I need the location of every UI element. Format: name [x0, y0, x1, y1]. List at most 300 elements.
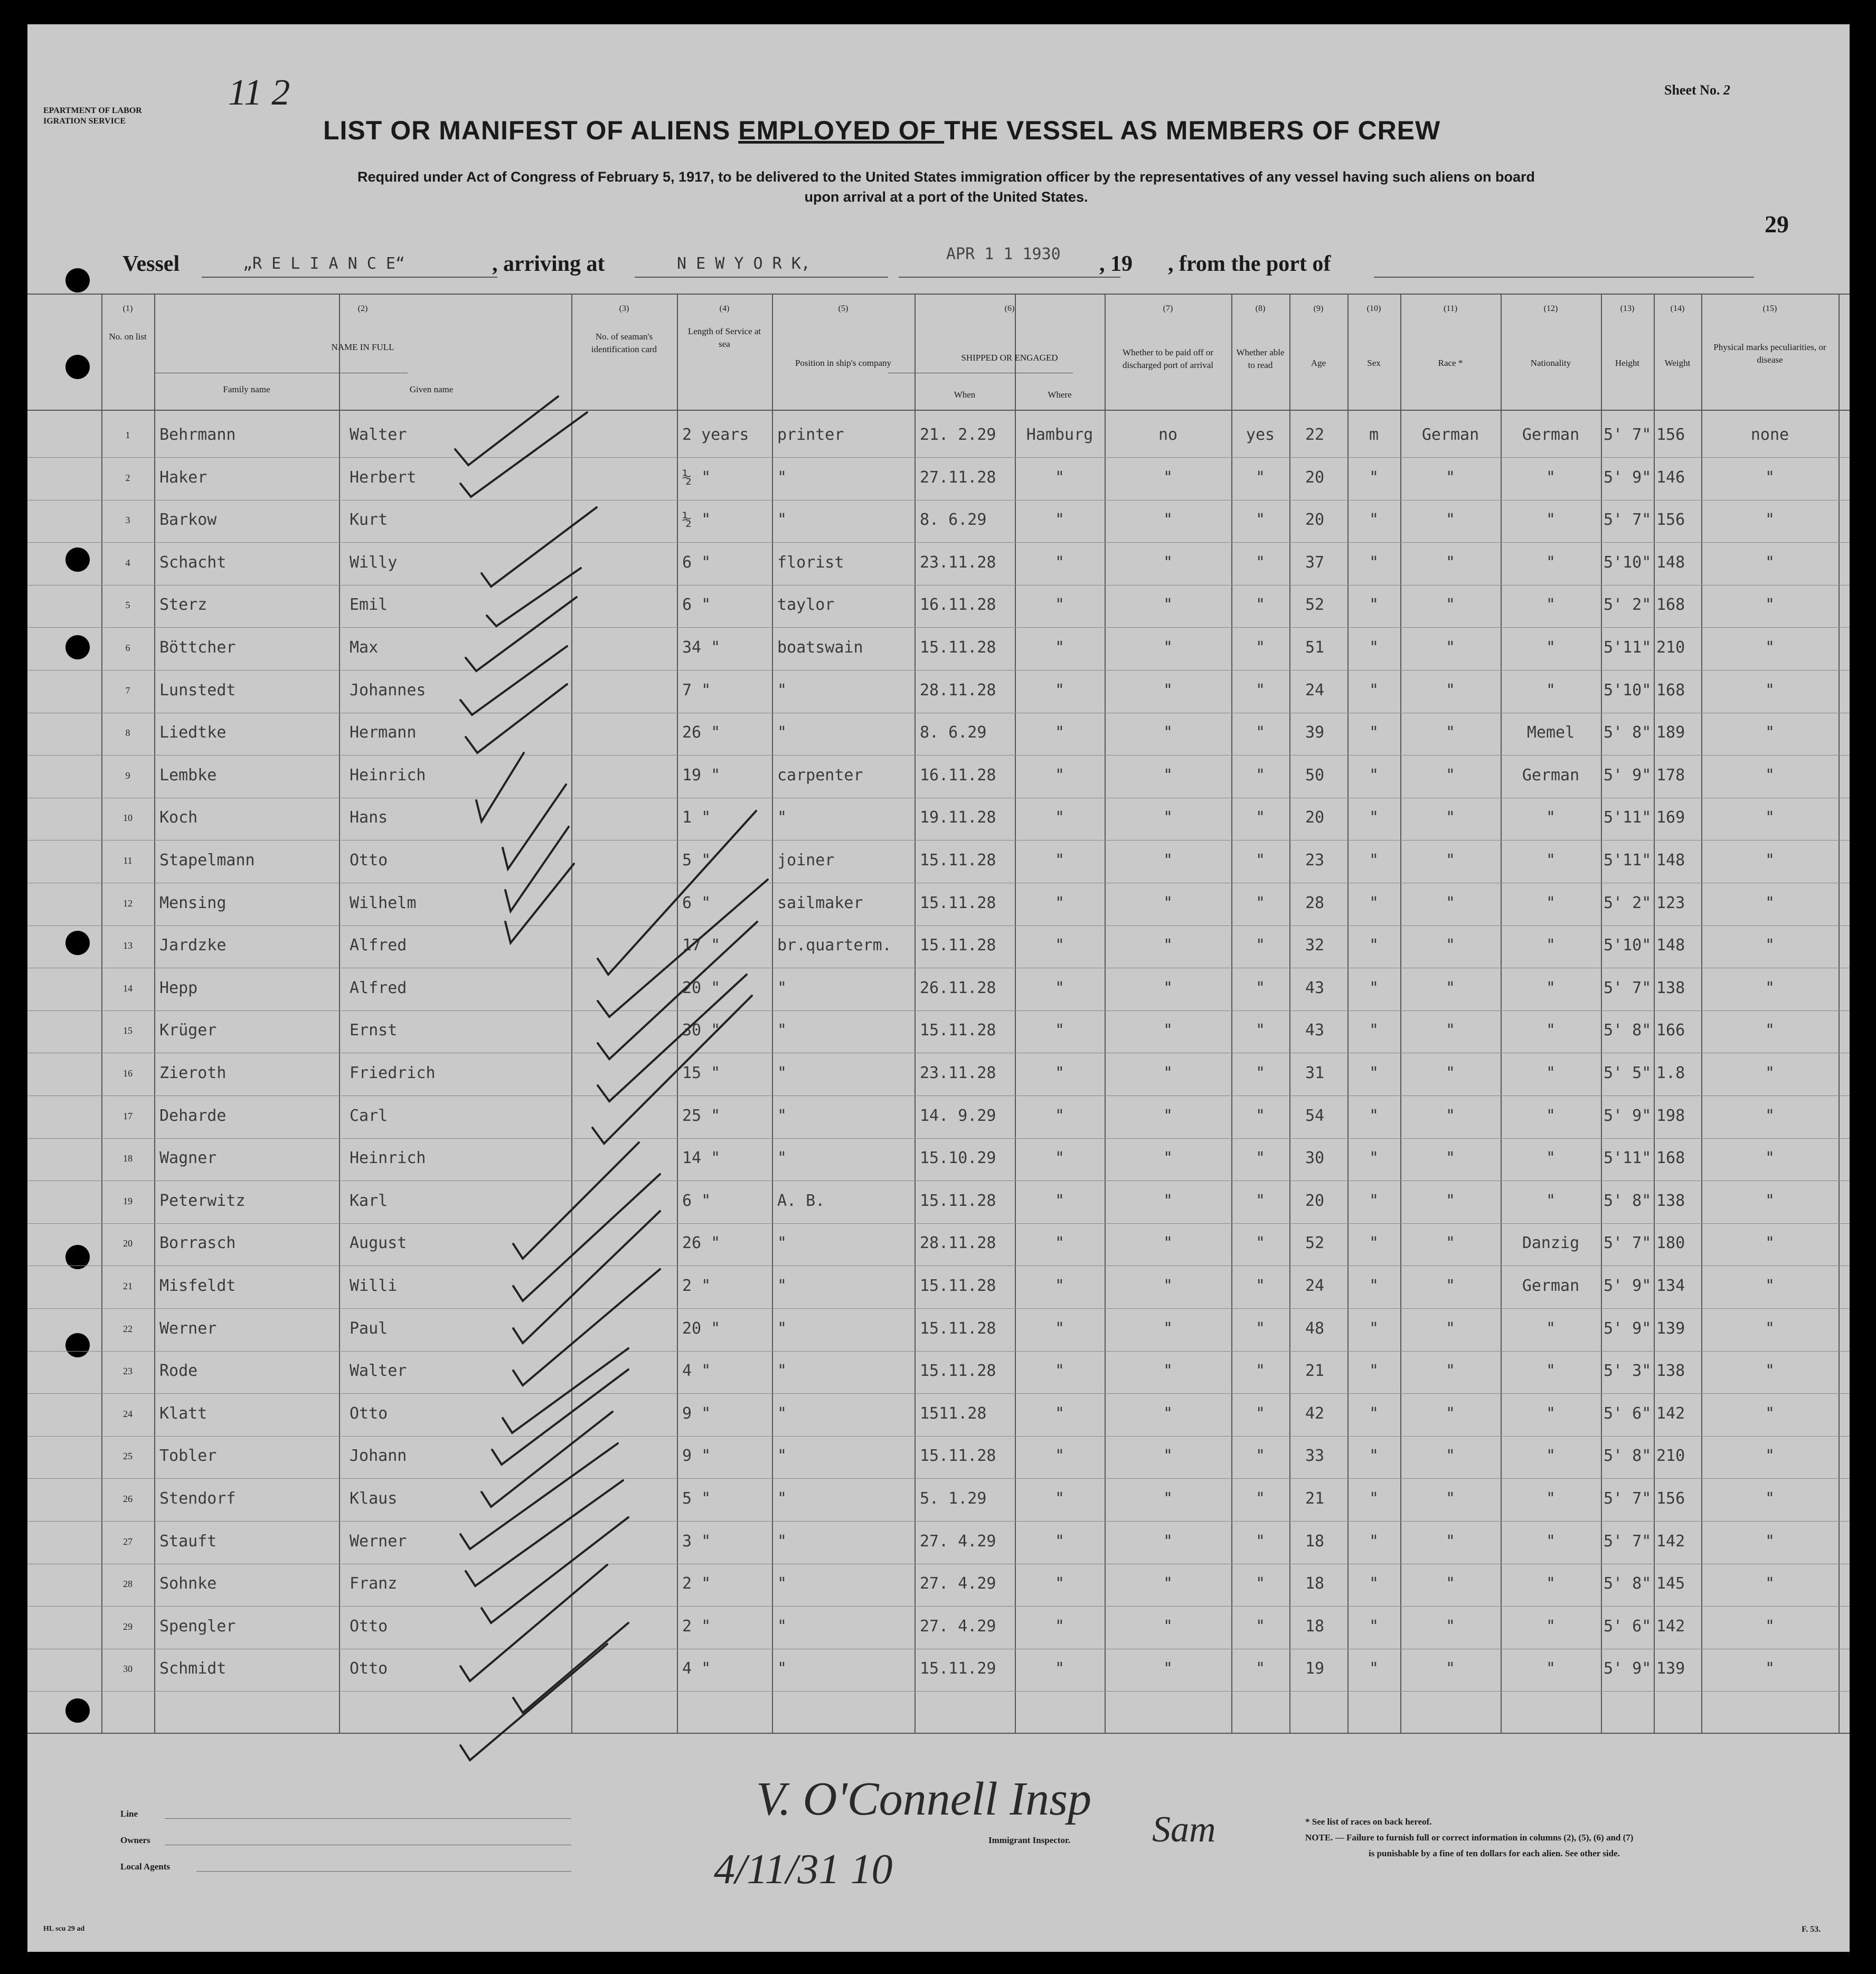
cell-when: 16.11.28: [920, 766, 996, 785]
cell-read: ": [1255, 1574, 1266, 1593]
cell-paid: ": [1163, 1659, 1173, 1678]
cell-height: 5' 9": [1604, 1277, 1652, 1295]
row-number: 17: [123, 1110, 133, 1121]
cell-marks: none: [1750, 426, 1789, 444]
cell-family: Barkow: [159, 511, 217, 530]
cell-race: ": [1445, 893, 1456, 912]
subtitle-line: upon arrival at a port of the United States.: [804, 189, 1088, 205]
cell-sex: ": [1369, 596, 1379, 615]
cell-read: ": [1255, 851, 1266, 870]
cell-nationality: ": [1545, 1149, 1556, 1168]
cell-family: Schacht: [159, 553, 227, 572]
cell-read: ": [1255, 1149, 1266, 1168]
cell-race: ": [1445, 1404, 1456, 1423]
cell-age: 43: [1305, 1021, 1325, 1040]
date-stamp: APR 1 1 1930: [946, 245, 1061, 263]
inspector-signature: V. O'Connell Insp: [756, 1773, 1092, 1825]
cell-weight: 142: [1656, 1617, 1685, 1636]
cell-nationality: German: [1522, 1277, 1580, 1295]
cell-service: 15 ": [682, 1064, 721, 1082]
cell-race: ": [1445, 681, 1456, 700]
cell-weight: 156: [1656, 511, 1685, 530]
cell-sex: ": [1369, 936, 1379, 955]
cell-marks: ": [1765, 1106, 1775, 1125]
cell-race: ": [1445, 1319, 1456, 1338]
cell-height: 5' 7": [1604, 1532, 1652, 1551]
cell-position: ": [777, 468, 787, 487]
column-header-nationality: Nationality: [1530, 358, 1571, 368]
cell-age: 51: [1305, 638, 1325, 657]
cell-sex: ": [1369, 1659, 1379, 1678]
cell-given: August: [350, 1234, 407, 1253]
cell-given: Ernst: [350, 1021, 398, 1040]
cell-when: 27. 4.29: [920, 1617, 996, 1636]
cell-paid: ": [1163, 511, 1173, 530]
cell-read: ": [1255, 1234, 1266, 1253]
cell-where: ": [1054, 936, 1065, 955]
cell-read: ": [1255, 1447, 1266, 1466]
cell-age: 20: [1305, 808, 1325, 827]
cell-when: 14. 9.29: [920, 1106, 996, 1125]
cell-given: Friedrich: [350, 1064, 436, 1082]
cell-family: Wagner: [159, 1149, 217, 1168]
column-header-height: Height: [1615, 358, 1640, 368]
row-number: 5: [125, 600, 130, 611]
cell-weight: 210: [1656, 638, 1685, 657]
cell-paid: ": [1163, 1191, 1173, 1210]
column-header-physical-marks: Physical marks peculiarities, or disease: [1713, 342, 1826, 365]
cell-family: Misfeldt: [159, 1277, 236, 1295]
cell-family: Sohnke: [159, 1574, 217, 1593]
cell-age: 48: [1305, 1319, 1325, 1338]
cell-height: 5'11": [1604, 638, 1652, 657]
cell-marks: ": [1765, 638, 1775, 657]
cell-weight: 198: [1656, 1106, 1685, 1125]
row-number: 2: [125, 472, 130, 483]
cell-nationality: ": [1545, 893, 1556, 912]
cell-family: Klatt: [159, 1404, 208, 1423]
note-heading: NOTE.: [1305, 1833, 1333, 1843]
cell-nationality: ": [1545, 851, 1556, 870]
sheet-value: 2: [1723, 82, 1730, 98]
cell-paid: ": [1163, 978, 1173, 997]
cell-marks: ": [1765, 723, 1775, 742]
cell-position: sailmaker: [777, 893, 863, 912]
cell-when: 23.11.28: [920, 1064, 996, 1082]
cell-weight: 139: [1656, 1659, 1685, 1678]
row-number: 21: [123, 1281, 133, 1291]
cell-race: ": [1445, 1106, 1456, 1125]
cell-age: 28: [1305, 893, 1325, 912]
column-header-name: NAME IN FULL: [331, 342, 394, 352]
cell-given: Klaus: [350, 1489, 398, 1508]
cell-where: ": [1054, 1404, 1065, 1423]
column-number: (5): [838, 304, 849, 313]
cell-height: 5' 7": [1604, 511, 1652, 530]
cell-sex: ": [1369, 766, 1379, 785]
cell-position: ": [777, 1404, 787, 1423]
cell-nationality: ": [1545, 808, 1556, 827]
cell-when: 27. 4.29: [920, 1532, 996, 1551]
column-number: (12): [1543, 304, 1558, 313]
cell-given: Willy: [350, 553, 398, 572]
arriving-label: , arriving at: [492, 252, 605, 276]
column-header-id-card: No. of seaman's identification card: [591, 332, 657, 354]
cell-given: Walter: [350, 426, 407, 444]
footer-underline: [196, 1871, 571, 1872]
cell-where: ": [1054, 893, 1065, 912]
cell-height: 5'10": [1604, 681, 1652, 700]
cell-given: Karl: [350, 1191, 388, 1210]
cell-read: ": [1255, 936, 1266, 955]
cell-when: 15.11.28: [920, 1277, 996, 1295]
sheet-label: Sheet No.: [1664, 82, 1720, 98]
cell-paid: ": [1163, 1064, 1173, 1082]
cell-age: 20: [1305, 1191, 1325, 1210]
cell-read: ": [1255, 723, 1266, 742]
footer-note: * See list of races on back hereof.: [1305, 1817, 1432, 1827]
cell-service: 34 ": [682, 638, 721, 657]
cell-position: ": [777, 1277, 787, 1295]
cell-when: 8. 6.29: [920, 723, 987, 742]
row-number: 16: [123, 1068, 133, 1079]
cell-family: Lunstedt: [159, 681, 236, 700]
row-number: 8: [125, 728, 130, 739]
row-number: 4: [125, 557, 130, 568]
cell-service: 30 ": [682, 1021, 721, 1040]
cell-age: 54: [1305, 1106, 1325, 1125]
form-number: F. 53.: [1802, 1925, 1821, 1934]
cell-service: 20 ": [682, 1319, 721, 1338]
cell-paid: ": [1163, 1362, 1173, 1381]
cell-family: Peterwitz: [159, 1191, 246, 1210]
cell-read: ": [1255, 1319, 1266, 1338]
row-number: 3: [125, 515, 130, 526]
cell-where: ": [1054, 1234, 1065, 1253]
cell-race: ": [1445, 1532, 1456, 1551]
row-number: 22: [123, 1323, 133, 1334]
cell-where: ": [1054, 1106, 1065, 1125]
column-header-given-name: Given name: [409, 384, 454, 394]
footer-note: [1305, 1833, 1633, 1843]
column-header-service: Length of Service at sea: [687, 326, 761, 349]
cell-given: Johann: [350, 1447, 407, 1466]
cell-paid: ": [1163, 596, 1173, 615]
cell-given: Herbert: [350, 468, 417, 487]
cell-race: ": [1445, 808, 1456, 827]
cell-paid: ": [1163, 1574, 1173, 1593]
cell-sex: ": [1369, 1362, 1379, 1381]
cell-where: ": [1054, 681, 1065, 700]
cell-position: ": [777, 1447, 787, 1466]
cell-nationality: ": [1545, 1362, 1556, 1381]
cell-family: Behrmann: [159, 426, 236, 444]
cell-weight: 168: [1656, 681, 1685, 700]
cell-age: 22: [1305, 426, 1325, 444]
cell-height: 5' 2": [1604, 893, 1652, 912]
cell-when: 1511.28: [920, 1404, 987, 1423]
cell-position: joiner: [777, 851, 835, 870]
cell-nationality: ": [1545, 1021, 1556, 1040]
footer-underline: [165, 1818, 571, 1819]
cell-age: 39: [1305, 723, 1325, 742]
cell-race: ": [1445, 723, 1456, 742]
cell-nationality: ": [1545, 1532, 1556, 1551]
cell-height: 5' 7": [1604, 1234, 1652, 1253]
cell-race: ": [1445, 468, 1456, 487]
column-header-sex: Sex: [1367, 358, 1381, 368]
cell-when: 28.11.28: [920, 1234, 996, 1253]
cell-height: 5' 9": [1604, 1659, 1652, 1678]
cell-race: ": [1445, 1234, 1456, 1253]
cell-service: 6 ": [682, 596, 711, 615]
cell-paid: ": [1163, 1149, 1173, 1168]
row-number: 26: [123, 1494, 133, 1504]
column-header-shipped: SHIPPED OR ENGAGED: [961, 353, 1058, 363]
cell-weight: 168: [1656, 1149, 1685, 1168]
column-header-where: Where: [1048, 390, 1072, 400]
cell-service: 19 ": [682, 766, 721, 785]
cell-read: ": [1255, 553, 1266, 572]
agency-line: EPARTMENT OF LABOR: [43, 106, 142, 115]
cell-family: Spengler: [159, 1617, 236, 1636]
cell-given: Otto: [350, 1617, 388, 1636]
cell-position: ": [777, 1574, 787, 1593]
manifest-sheet: [27, 24, 1850, 1952]
cell-marks: ": [1765, 1064, 1775, 1082]
cell-when: 16.11.28: [920, 596, 996, 615]
cell-where: ": [1054, 978, 1065, 997]
cell-age: 24: [1305, 1277, 1325, 1295]
row-number: 12: [123, 898, 133, 909]
cell-position: ": [777, 1532, 787, 1551]
cell-age: 33: [1305, 1447, 1325, 1466]
cell-weight: 123: [1656, 893, 1685, 912]
column-number: (6): [1004, 304, 1015, 313]
cell-height: 5'11": [1604, 851, 1652, 870]
row-number: 29: [123, 1621, 133, 1632]
cell-position: ": [777, 1149, 787, 1168]
cell-height: 5' 9": [1604, 468, 1652, 487]
cell-weight: 142: [1656, 1404, 1685, 1423]
handwritten-check-marks: [27, 24, 1850, 1952]
cell-read: ": [1255, 766, 1266, 785]
cell-given: Carl: [350, 1106, 388, 1125]
cell-nationality: Memel: [1526, 723, 1575, 742]
cell-given: Willi: [350, 1277, 398, 1295]
cell-position: A. B.: [777, 1191, 825, 1210]
column-header-position: Position in ship's company: [795, 358, 892, 368]
cell-weight: 180: [1656, 1234, 1685, 1253]
column-header-read: Whether able to read: [1236, 347, 1285, 370]
cell-read: ": [1255, 1064, 1266, 1082]
cell-age: 18: [1305, 1574, 1325, 1593]
row-number: 10: [123, 813, 133, 824]
cell-paid: no: [1158, 426, 1178, 444]
cell-paid: ": [1163, 1489, 1173, 1508]
cell-marks: ": [1765, 1659, 1775, 1678]
cell-read: ": [1255, 1532, 1266, 1551]
cell-race: ": [1445, 1489, 1456, 1508]
agency-line: IGRATION SERVICE: [43, 117, 126, 126]
cell-service: 2 ": [682, 1277, 711, 1295]
cell-sex: ": [1369, 1532, 1379, 1551]
cell-sex: ": [1369, 638, 1379, 657]
cell-nationality: ": [1545, 596, 1556, 615]
cell-nationality: ": [1545, 1319, 1556, 1338]
cell-marks: ": [1765, 553, 1775, 572]
cell-where: ": [1054, 1659, 1065, 1678]
cell-nationality: ": [1545, 553, 1556, 572]
cell-marks: ": [1765, 1574, 1775, 1593]
cell-sex: m: [1369, 426, 1379, 444]
cell-service: 2 years: [682, 426, 749, 444]
cell-age: 18: [1305, 1617, 1325, 1636]
cell-paid: ": [1163, 1617, 1173, 1636]
cell-age: 52: [1305, 596, 1325, 615]
from-label: , from the port of: [1168, 252, 1331, 276]
cell-sex: ": [1369, 1021, 1379, 1040]
row-number: 18: [123, 1153, 133, 1164]
cell-service: 5 ": [682, 1489, 711, 1508]
cell-family: Rode: [159, 1362, 198, 1381]
cell-given: Heinrich: [350, 1149, 426, 1168]
cell-age: 19: [1305, 1659, 1325, 1678]
cell-paid: ": [1163, 893, 1173, 912]
signature-date: 4/11/31 10: [714, 1846, 893, 1893]
cell-height: 5'11": [1604, 808, 1652, 827]
cell-family: Deharde: [159, 1106, 227, 1125]
cell-given: Werner: [350, 1532, 407, 1551]
cell-age: 37: [1305, 553, 1325, 572]
cell-where: ": [1054, 1191, 1065, 1210]
cell-height: 5' 7": [1604, 978, 1652, 997]
cell-family: Haker: [159, 468, 208, 487]
cell-weight: 169: [1656, 808, 1685, 827]
cell-weight: 138: [1656, 1362, 1685, 1381]
column-header-when: When: [954, 390, 976, 400]
cell-family: Böttcher: [159, 638, 236, 657]
cell-service: 4 ": [682, 1659, 711, 1678]
cell-sex: ": [1369, 723, 1379, 742]
cell-paid: ": [1163, 936, 1173, 955]
cell-when: 15.11.29: [920, 1659, 996, 1678]
column-number: (11): [1443, 304, 1458, 313]
cell-sex: ": [1369, 681, 1379, 700]
cell-marks: ": [1765, 1617, 1775, 1636]
cell-weight: 178: [1656, 766, 1685, 785]
cell-read: ": [1255, 808, 1266, 827]
cell-race: ": [1445, 1149, 1456, 1168]
cell-paid: ": [1163, 1106, 1173, 1125]
cell-family: Hepp: [159, 978, 198, 997]
cell-age: 32: [1305, 936, 1325, 955]
cell-read: ": [1255, 978, 1266, 997]
cell-where: ": [1054, 723, 1065, 742]
column-number: (15): [1762, 304, 1777, 313]
cell-service: 3 ": [682, 1532, 711, 1551]
cell-race: ": [1445, 553, 1456, 572]
cell-where: ": [1054, 1574, 1065, 1593]
cell-age: 24: [1305, 681, 1325, 700]
cell-marks: ": [1765, 1489, 1775, 1508]
cell-race: ": [1445, 1021, 1456, 1040]
column-number: (1): [122, 304, 133, 313]
cell-nationality: ": [1545, 1574, 1556, 1593]
cell-weight: 148: [1656, 936, 1685, 955]
cell-weight: 189: [1656, 723, 1685, 742]
cell-sex: ": [1369, 893, 1379, 912]
handwritten-mark: 11 2: [228, 72, 290, 113]
cell-nationality: ": [1545, 468, 1556, 487]
cell-age: 20: [1305, 468, 1325, 487]
column-number: (14): [1670, 304, 1685, 313]
row-number: 7: [125, 685, 130, 696]
cell-paid: ": [1163, 1404, 1173, 1423]
row-number: 9: [125, 770, 130, 781]
cell-where: ": [1054, 553, 1065, 572]
cell-read: ": [1255, 511, 1266, 530]
cell-sex: ": [1369, 468, 1379, 487]
cell-age: 43: [1305, 978, 1325, 997]
cell-age: 30: [1305, 1149, 1325, 1168]
cell-height: 5' 5": [1604, 1064, 1652, 1082]
cell-where: ": [1054, 511, 1065, 530]
cell-when: 15.10.29: [920, 1149, 996, 1168]
cell-paid: ": [1163, 1021, 1173, 1040]
footer-line-label: Line: [120, 1809, 138, 1819]
column-header-age: Age: [1311, 358, 1326, 368]
column-number: (3): [619, 304, 629, 313]
cell-height: 5' 8": [1604, 723, 1652, 742]
cell-given: Alfred: [350, 978, 407, 997]
cell-sex: ": [1369, 1277, 1379, 1295]
cell-position: ": [777, 1234, 787, 1253]
cell-nationality: ": [1545, 1617, 1556, 1636]
cell-read: ": [1255, 1191, 1266, 1210]
cell-paid: ": [1163, 1447, 1173, 1466]
cell-read: ": [1255, 1277, 1266, 1295]
cell-when: 15.11.28: [920, 936, 996, 955]
cell-race: ": [1445, 1277, 1456, 1295]
cell-family: Schmidt: [159, 1659, 227, 1678]
cell-position: ": [777, 1319, 787, 1338]
cell-height: 5' 9": [1604, 1106, 1652, 1125]
cell-family: Lembke: [159, 766, 217, 785]
cell-paid: ": [1163, 1277, 1173, 1295]
cell-position: ": [777, 1617, 787, 1636]
cell-sex: ": [1369, 1447, 1379, 1466]
cell-position: florist: [777, 553, 844, 572]
cell-sex: ": [1369, 511, 1379, 530]
cell-given: Alfred: [350, 936, 407, 955]
year-label: , 19: [1099, 252, 1133, 276]
cell-marks: ": [1765, 511, 1775, 530]
signature-extra: Sam: [1152, 1809, 1216, 1850]
cell-weight: 145: [1656, 1574, 1685, 1593]
cell-marks: ": [1765, 766, 1775, 785]
footer-note: is punishable by a fine of ten dollars for each alien. See other side.: [1369, 1848, 1620, 1858]
cell-nationality: ": [1545, 1064, 1556, 1082]
cell-family: Jardzke: [159, 936, 227, 955]
cell-sex: ": [1369, 1106, 1379, 1125]
cell-read: ": [1255, 1404, 1266, 1423]
cell-sex: ": [1369, 808, 1379, 827]
cell-position: printer: [777, 426, 844, 444]
cell-height: 5' 9": [1604, 1319, 1652, 1338]
cell-when: 15.11.28: [920, 1021, 996, 1040]
cell-position: taylor: [777, 596, 835, 615]
